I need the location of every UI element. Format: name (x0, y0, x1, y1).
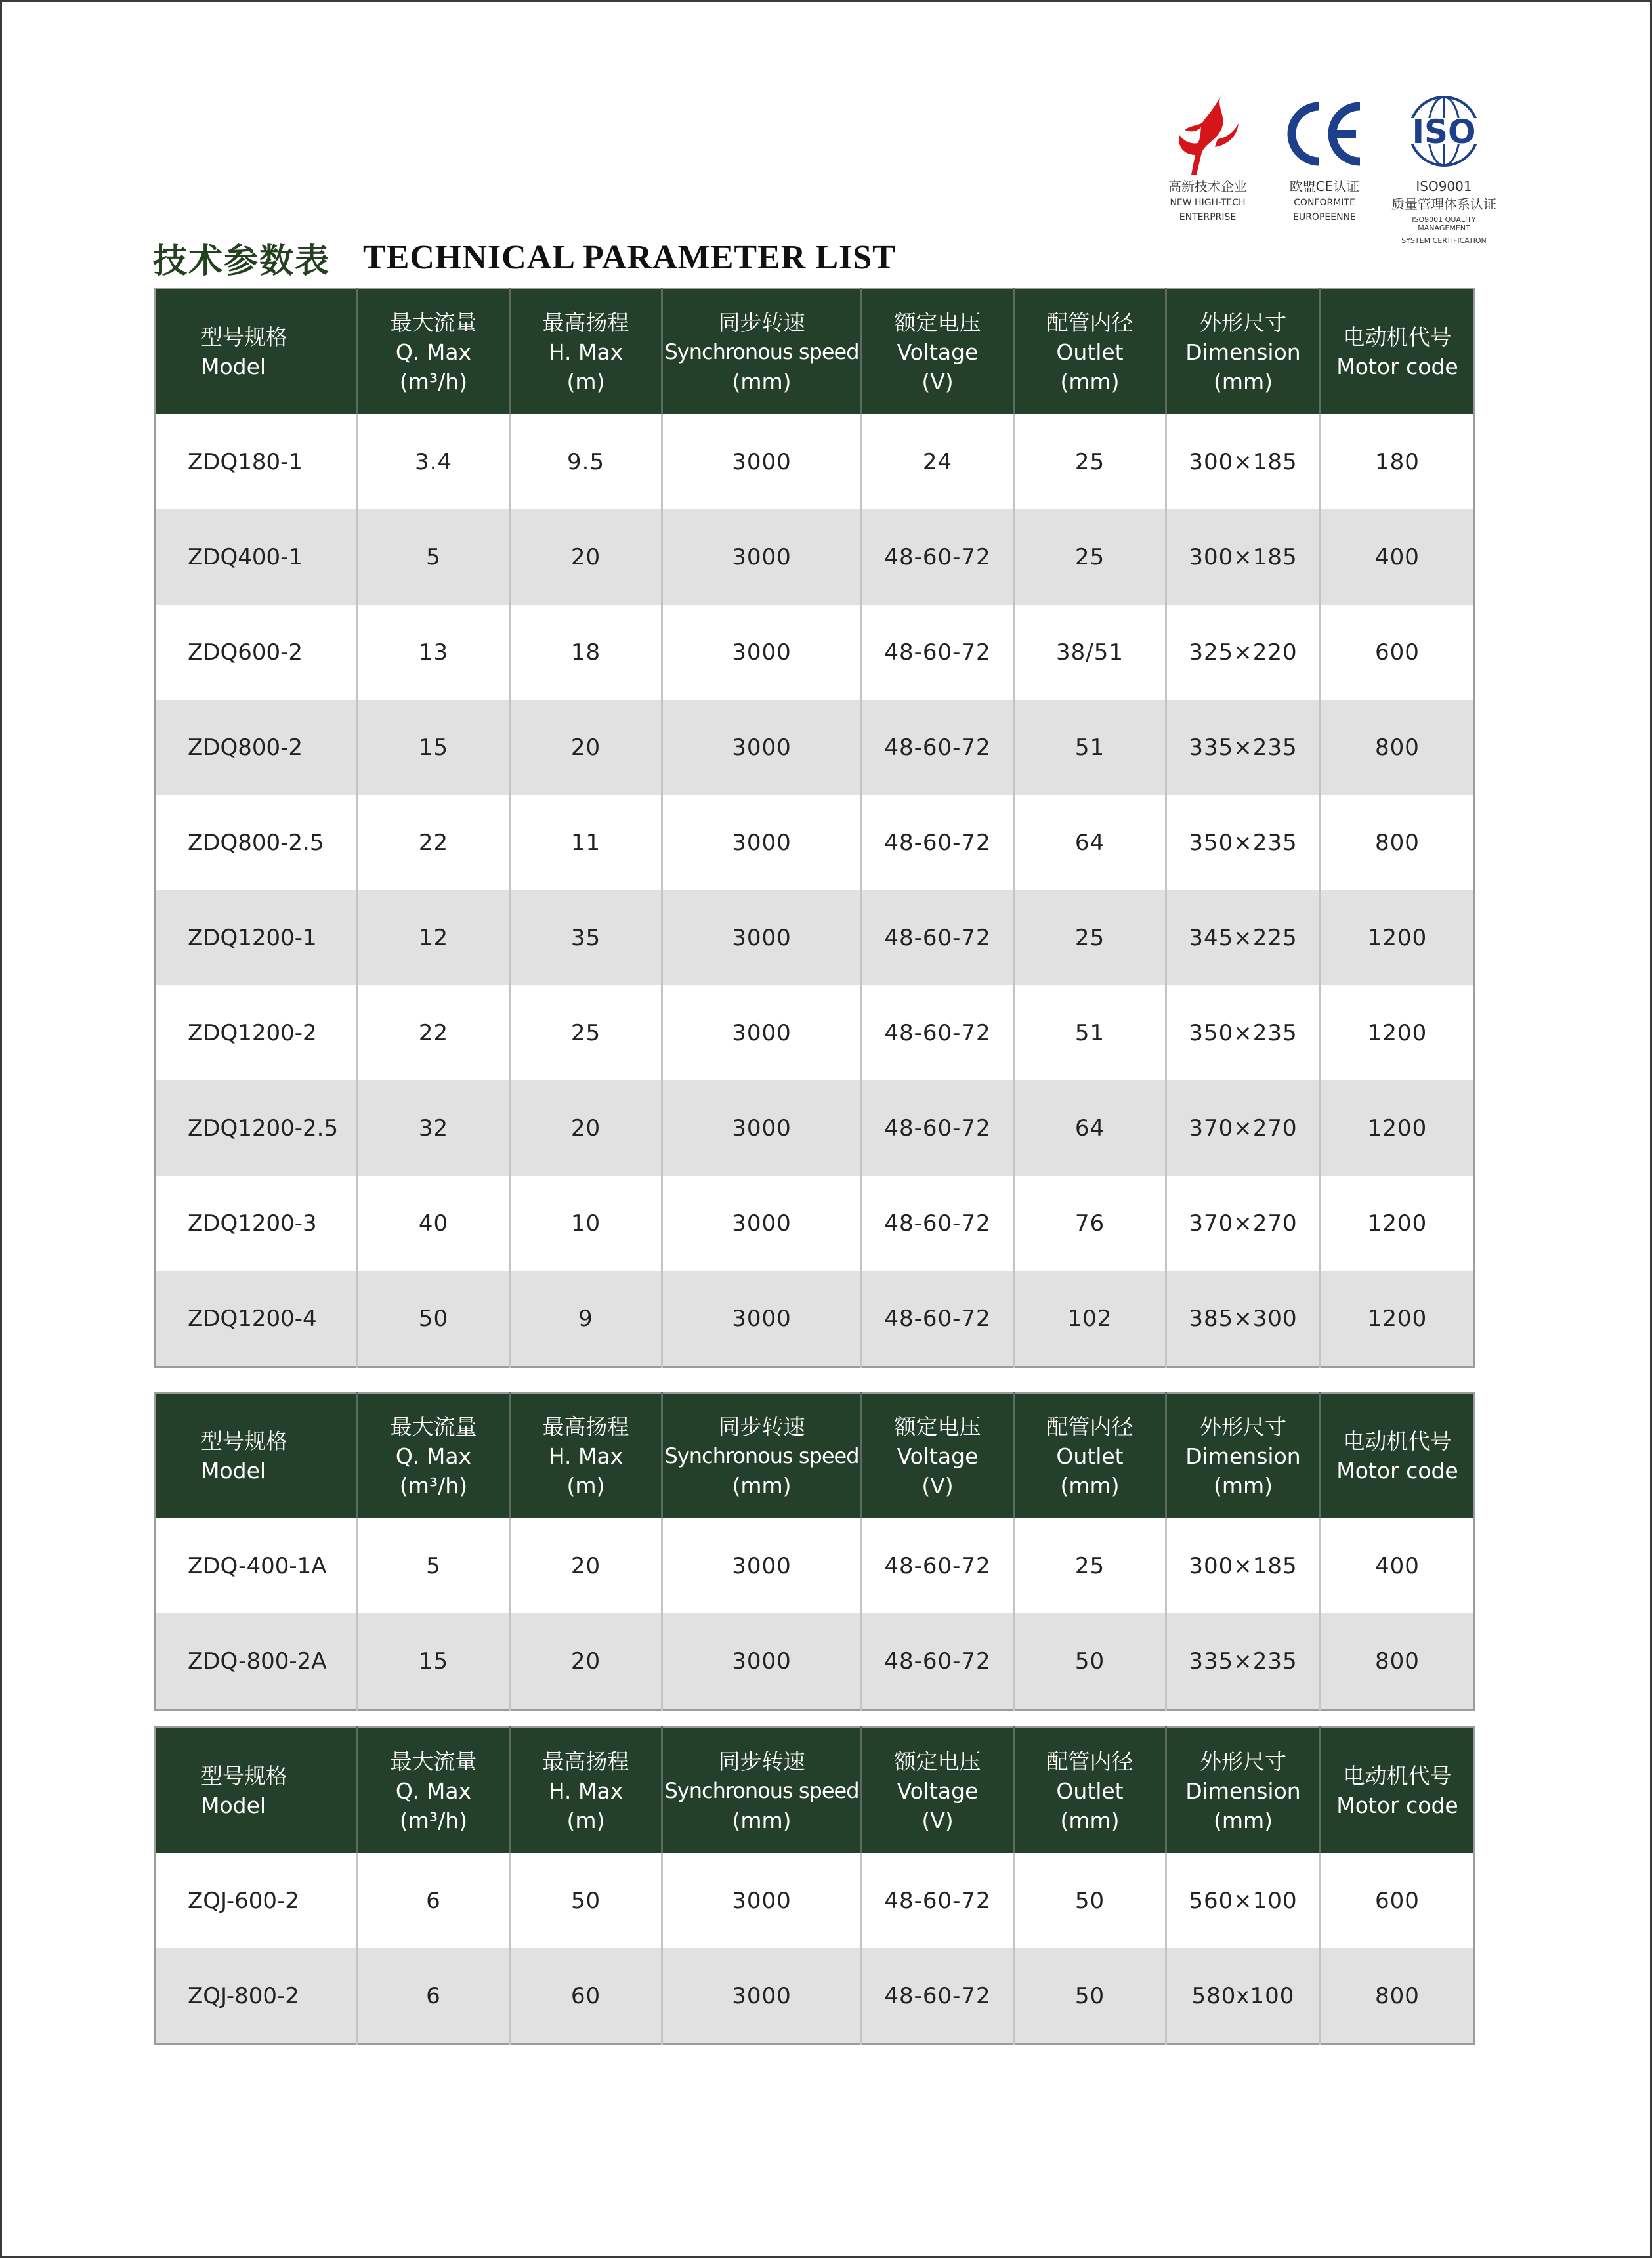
column-header-line: (mm) (1213, 1472, 1273, 1499)
cert-caption-line: 欧盟CE认证 (1289, 179, 1360, 194)
column-header-line: Motor code (1336, 1458, 1458, 1483)
column-header-line: Voltage (897, 339, 979, 365)
page-title-cn: 技术参数表 (153, 240, 331, 281)
column-header-line: (mm) (1213, 1807, 1273, 1833)
table-row (156, 1948, 1475, 2045)
column-header-line: (m³/h) (399, 1807, 468, 1833)
table-cell: 15 (358, 700, 510, 795)
table-cell: 25 (510, 985, 662, 1080)
table-cell: 38/51 (1014, 605, 1166, 700)
column-header (662, 1728, 862, 1854)
column-header-line: Synchronous speed (664, 339, 859, 364)
table-cell: 5 (358, 1518, 510, 1613)
column-header (358, 1393, 510, 1519)
table-cell: 50 (510, 1853, 662, 1948)
table-cell: 800 (1321, 1613, 1475, 1710)
column-header-line: Outlet (1056, 1443, 1124, 1469)
column-header (862, 1393, 1014, 1519)
table-cell: 9.5 (510, 414, 662, 509)
iso-badge (1385, 92, 1503, 245)
table-cell: 25 (1014, 890, 1166, 985)
column-header-line: Motor code (1336, 354, 1458, 379)
spec-table-zdq (154, 288, 1475, 1368)
table-cell: 300×185 (1166, 509, 1321, 605)
table-row (156, 985, 1475, 1080)
column-header-line: 同步转速 (718, 1413, 805, 1439)
table-cell: 20 (510, 700, 662, 795)
table-cell: 560×100 (1166, 1853, 1321, 1948)
column-header-line: (m) (566, 368, 605, 394)
table-cell: 3000 (662, 890, 862, 985)
column-header-line: 最高扬程 (542, 1748, 629, 1774)
column-header-line: 配管内径 (1046, 1748, 1133, 1774)
table-cell: 3000 (662, 509, 862, 605)
model-cell: ZDQ800-2 (156, 700, 358, 795)
table-cell: 370×270 (1166, 1176, 1321, 1271)
table-cell: 20 (510, 1518, 662, 1613)
column-header-line: (V) (921, 1472, 954, 1499)
table-cell: 6 (358, 1853, 510, 1948)
table-cell: 3000 (662, 1853, 862, 1948)
table-cell: 3.4 (358, 414, 510, 509)
column-header-line: H. Max (548, 339, 624, 365)
table-cell: 3000 (662, 795, 862, 890)
page-title (153, 231, 896, 284)
column-header-line: Synchronous speed (664, 1778, 859, 1803)
table-row (156, 1518, 1475, 1613)
table-cell: 25 (1014, 1518, 1166, 1613)
table-cell: 50 (358, 1271, 510, 1367)
table-cell: 3000 (662, 1518, 862, 1613)
table-cell: 18 (510, 605, 662, 700)
cert-caption-line: ENTERPRISE (1179, 212, 1237, 223)
certification-logos (1149, 92, 1503, 245)
column-header-line: Model (201, 1458, 266, 1483)
table-cell: 350×235 (1166, 985, 1321, 1080)
column-header-line: (mm) (732, 368, 792, 394)
table-cell: 20 (510, 509, 662, 605)
column-header-line: Synchronous speed (664, 1443, 859, 1468)
table-cell: 48-60-72 (862, 1080, 1014, 1176)
table-cell: 3000 (662, 1271, 862, 1367)
column-header (1321, 1728, 1475, 1854)
table-cell: 32 (358, 1080, 510, 1176)
table-cell: 1200 (1321, 1271, 1475, 1367)
column-header-line: (V) (921, 1807, 954, 1833)
column-header (862, 1728, 1014, 1854)
model-cell: ZDQ-800-2A (156, 1613, 358, 1710)
table-cell: 48-60-72 (862, 1518, 1014, 1613)
model-cell: ZDQ400-1 (156, 509, 358, 605)
high-tech-enterprise-logo-icon (1172, 92, 1244, 176)
spec-table-zqj (154, 1726, 1475, 2045)
table-cell: 300×185 (1166, 1518, 1321, 1613)
column-header-line: Dimension (1185, 339, 1301, 365)
model-cell: ZDQ1200-2.5 (156, 1080, 358, 1176)
column-header-line: (m³/h) (399, 1472, 468, 1499)
column-header (1166, 1728, 1321, 1854)
table-cell: 6 (358, 1948, 510, 2045)
column-header (662, 289, 862, 415)
model-cell: ZQJ-600-2 (156, 1853, 358, 1948)
column-header (1014, 289, 1166, 415)
table-row (156, 700, 1475, 795)
column-header-line: H. Max (548, 1443, 624, 1469)
column-header-line: 电动机代号 (1343, 1763, 1452, 1789)
cert-caption-line: ISO9001 QUALITY MANAGEMENT (1412, 215, 1476, 232)
table-row (156, 414, 1475, 509)
table-header-row (156, 1393, 1475, 1519)
table-cell: 5 (358, 509, 510, 605)
model-cell: ZDQ600-2 (156, 605, 358, 700)
column-header-line: 外形尺寸 (1200, 1748, 1286, 1774)
column-header-line: (m) (566, 1472, 605, 1499)
table-row (156, 890, 1475, 985)
table-cell: 51 (1014, 985, 1166, 1080)
table-cell: 335×235 (1166, 1613, 1321, 1710)
cert-caption-line: CONFORMITE (1294, 198, 1355, 208)
column-header-line: Model (201, 354, 266, 379)
table-cell: 48-60-72 (862, 985, 1014, 1080)
column-header-line: Q. Max (395, 1443, 472, 1469)
table-cell: 60 (510, 1948, 662, 2045)
column-header-line: 型号规格 (201, 1763, 287, 1789)
table-cell: 35 (510, 890, 662, 985)
table-cell: 13 (358, 605, 510, 700)
cert-caption-line: 质量管理体系认证 (1391, 196, 1496, 212)
table-row (156, 1613, 1475, 1710)
table-cell: 1200 (1321, 985, 1475, 1080)
column-header-line: Outlet (1056, 1778, 1124, 1804)
table-row (156, 1271, 1475, 1367)
table-cell: 48-60-72 (862, 700, 1014, 795)
table-cell: 64 (1014, 795, 1166, 890)
table-header-row (156, 1728, 1475, 1854)
table-cell: 48-60-72 (862, 1613, 1014, 1710)
column-header-line: Voltage (897, 1778, 979, 1804)
column-header (1166, 289, 1321, 415)
table-cell: 400 (1321, 509, 1475, 605)
cert-caption-line: 高新技术企业 (1168, 179, 1247, 194)
table-cell: 15 (358, 1613, 510, 1710)
iso-logo-text: ISO (1412, 113, 1476, 151)
column-header-line: 配管内径 (1046, 309, 1133, 335)
table-cell: 800 (1321, 795, 1475, 890)
column-header-line: Q. Max (395, 1778, 472, 1804)
column-header-line: H. Max (548, 1778, 624, 1804)
cert-caption-line: SYSTEM CERTIFICATION (1401, 236, 1487, 245)
column-header-line: 最大流量 (390, 1413, 477, 1439)
column-header-line: (mm) (732, 1472, 792, 1499)
ce-badge (1265, 92, 1384, 223)
table-row (156, 795, 1475, 890)
table-cell: 40 (358, 1176, 510, 1271)
column-header (358, 1728, 510, 1854)
table-cell: 50 (1014, 1948, 1166, 2045)
column-header-line: 最高扬程 (542, 1413, 629, 1439)
table-cell: 102 (1014, 1271, 1166, 1367)
column-header-line: 外形尺寸 (1200, 309, 1286, 335)
page-title-en: TECHNICAL PARAMETER LIST (363, 238, 896, 276)
table-cell: 3000 (662, 1613, 862, 1710)
table-cell: 370×270 (1166, 1080, 1321, 1176)
table-cell: 51 (1014, 700, 1166, 795)
table-cell: 3000 (662, 985, 862, 1080)
table-cell: 1200 (1321, 1176, 1475, 1271)
column-header-line: Model (201, 1793, 266, 1818)
table-cell: 9 (510, 1271, 662, 1367)
table-row (156, 1853, 1475, 1948)
column-header (510, 1393, 662, 1519)
column-header-line: 最高扬程 (542, 309, 629, 335)
table-cell: 600 (1321, 605, 1475, 700)
cert-caption-line: NEW HIGH-TECH (1170, 198, 1246, 208)
column-header (1321, 1393, 1475, 1519)
column-header (358, 289, 510, 415)
table-cell: 22 (358, 795, 510, 890)
column-header-line: Outlet (1056, 339, 1124, 365)
table-cell: 3000 (662, 605, 862, 700)
table-cell: 20 (510, 1080, 662, 1176)
column-header-line: 型号规格 (201, 324, 287, 350)
table-cell: 335×235 (1166, 700, 1321, 795)
column-header-line: (m) (566, 1807, 605, 1833)
table-cell: 64 (1014, 1080, 1166, 1176)
column-header (510, 1728, 662, 1854)
table-cell: 1200 (1321, 890, 1475, 985)
table-cell: 22 (358, 985, 510, 1080)
table-cell: 48-60-72 (862, 1853, 1014, 1948)
table-cell: 48-60-72 (862, 890, 1014, 985)
iso-globe-icon (1398, 92, 1490, 176)
table-row (156, 1176, 1475, 1271)
ce-mark-icon (1279, 92, 1370, 176)
table-cell: 48-60-72 (862, 1271, 1014, 1367)
column-header-line: 额定电压 (894, 309, 981, 335)
model-cell: ZDQ1200-3 (156, 1176, 358, 1271)
model-cell: ZDQ180-1 (156, 414, 358, 509)
column-header-line: Dimension (1185, 1443, 1301, 1469)
model-cell: ZDQ800-2.5 (156, 795, 358, 890)
table-cell: 48-60-72 (862, 1948, 1014, 2045)
column-header-line: (m³/h) (399, 368, 468, 394)
column-header (1321, 289, 1475, 415)
model-cell: ZQJ-800-2 (156, 1948, 358, 2045)
column-header-line: (mm) (1213, 368, 1273, 394)
column-header-line: Motor code (1336, 1793, 1458, 1818)
model-cell: ZDQ1200-2 (156, 985, 358, 1080)
table-cell: 325×220 (1166, 605, 1321, 700)
column-header-line: 配管内径 (1046, 1413, 1133, 1439)
table-cell: 48-60-72 (862, 1176, 1014, 1271)
table-cell: 600 (1321, 1853, 1475, 1948)
column-header-line: Dimension (1185, 1778, 1301, 1804)
table-cell: 48-60-72 (862, 509, 1014, 605)
table-cell: 3000 (662, 1176, 862, 1271)
table-cell: 3000 (662, 1948, 862, 2045)
model-cell: ZDQ-400-1A (156, 1518, 358, 1613)
table-cell: 48-60-72 (862, 795, 1014, 890)
table-cell: 800 (1321, 1948, 1475, 2045)
table-cell: 3000 (662, 1080, 862, 1176)
table-cell: 20 (510, 1613, 662, 1710)
column-header-line: (V) (921, 368, 954, 394)
column-header (662, 1393, 862, 1519)
column-header-line: Voltage (897, 1443, 979, 1469)
column-header-line: 同步转速 (718, 309, 805, 335)
table-cell: 24 (862, 414, 1014, 509)
table-row (156, 509, 1475, 605)
column-header-line: (mm) (1060, 1807, 1120, 1833)
column-header-line: 同步转速 (718, 1748, 805, 1774)
table-cell: 3000 (662, 414, 862, 509)
column-header (1014, 1728, 1166, 1854)
cert-caption-line: EUROPEENNE (1293, 212, 1356, 223)
table-cell: 350×235 (1166, 795, 1321, 890)
table-cell: 385×300 (1166, 1271, 1321, 1367)
column-header (1166, 1393, 1321, 1519)
column-header-line: 电动机代号 (1343, 324, 1452, 350)
table-cell: 10 (510, 1176, 662, 1271)
table-row (156, 1080, 1475, 1176)
column-header-line: 外形尺寸 (1200, 1413, 1286, 1439)
column-header-line: 型号规格 (201, 1428, 287, 1454)
column-header (156, 1728, 358, 1854)
column-header (156, 289, 358, 415)
model-cell: ZDQ1200-1 (156, 890, 358, 985)
table-cell: 300×185 (1166, 414, 1321, 509)
table-header-row (156, 289, 1475, 415)
table-cell: 345×225 (1166, 890, 1321, 985)
model-cell: ZDQ1200-4 (156, 1271, 358, 1367)
table-cell: 12 (358, 890, 510, 985)
table-cell: 3000 (662, 700, 862, 795)
column-header (510, 289, 662, 415)
column-header-line: 最大流量 (390, 309, 477, 335)
table-cell: 580x100 (1166, 1948, 1321, 2045)
table-cell: 1200 (1321, 1080, 1475, 1176)
table-cell: 180 (1321, 414, 1475, 509)
table-cell: 25 (1014, 414, 1166, 509)
table-cell: 25 (1014, 509, 1166, 605)
column-header-line: (mm) (1060, 368, 1120, 394)
table-cell: 11 (510, 795, 662, 890)
column-header-line: 额定电压 (894, 1413, 981, 1439)
table-row (156, 605, 1475, 700)
table-cell: 400 (1321, 1518, 1475, 1613)
column-header (862, 289, 1014, 415)
column-header (1014, 1393, 1166, 1519)
column-header-line: 额定电压 (894, 1748, 981, 1774)
spec-table-zdq-a (154, 1392, 1475, 1711)
high-tech-enterprise-badge (1149, 92, 1267, 223)
table-cell: 50 (1014, 1853, 1166, 1948)
table-cell: 76 (1014, 1176, 1166, 1271)
column-header-line: 电动机代号 (1343, 1428, 1452, 1454)
column-header-line: (mm) (732, 1807, 792, 1833)
column-header-line: 最大流量 (390, 1748, 477, 1774)
table-cell: 48-60-72 (862, 605, 1014, 700)
column-header (156, 1393, 358, 1519)
table-cell: 50 (1014, 1613, 1166, 1710)
column-header-line: (mm) (1060, 1472, 1120, 1499)
column-header-line: Q. Max (395, 339, 472, 365)
table-cell: 800 (1321, 700, 1475, 795)
cert-caption-line: ISO9001 (1416, 179, 1472, 194)
